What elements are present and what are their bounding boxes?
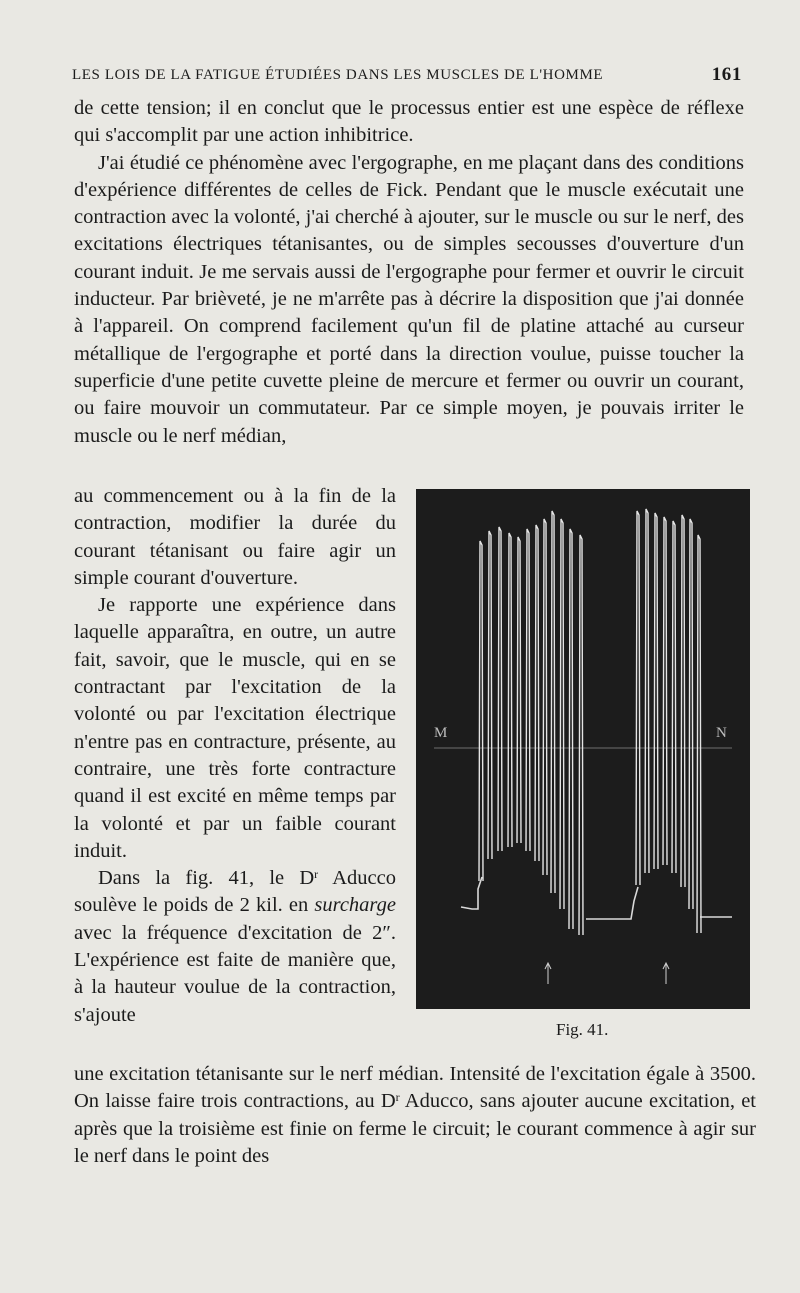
fig41-text-a: Dans la fig. 41, le D — [98, 867, 315, 890]
label-m: M — [434, 725, 448, 741]
contraction-stroke — [551, 511, 555, 893]
baseline-left — [461, 877, 482, 909]
contraction-stroke — [498, 527, 502, 851]
page-header — [72, 64, 742, 88]
fig41-text-b: Aducco soulève le poids de 2 kil. en — [74, 867, 396, 917]
running-title: LES LOIS DE LA FATIGUE ÉTUDIÉES DANS LES MUSCLES DE L'HOMME — [72, 67, 604, 83]
page-number: 161 — [711, 64, 742, 85]
fig41-text-c: avec la fréquence d'excitation de 2″. L'expérience est faite de manière que, à la hauteur voulue de la contraction, s'ajoute — [74, 921, 396, 1026]
contraction-group-2 — [636, 509, 701, 933]
left-column-text — [74, 483, 396, 1029]
contraction-stroke — [672, 521, 676, 873]
contraction-stroke — [569, 529, 573, 929]
paragraph-ergographe: J'ai étudié ce phénomène avec l'ergographe, en me plaçant dans des conditions d'expérience différentes de celles de Fick. Pendant que le muscle exécutait une contraction avec la volonté, j'ai cherché à ajouter, sur le muscle ou sur le nerf, des excitations électriques tétanisantes, ou de simples secousses d'ouverture d'un courant induit. Je me servais aussi de l'ergographe pour fermer et ouvrir le circuit inducteur. Par brièveté, je ne m'arrête pas à décrire la disposition que j'ai donnée à l'appareil. On comprend facilement qu'un fil de platine attaché au curseur métallique de l'ergographe et porté dans la direction voulue, puisse toucher la superficie d'une petite cuvette pleine de mercure et fermer ou ouvrir un courant, ou faire mouvoir un commutateur. Par ce simple moyen, je pouvais irriter le muscle ou le nerf médian, — [74, 151, 744, 447]
contraction-stroke — [579, 535, 583, 935]
arrow-marker-1 — [545, 963, 551, 984]
paragraph-continuation: de cette tension; il en conclut que le processus entier est une espèce de réflexe qui s'accomplit par une action inhibitrice. — [74, 97, 744, 147]
contraction-stroke — [479, 541, 483, 881]
bottom-text-b: Aducco, sans ajouter aucune excitation, et après que la troisième est finie on ferme le circuit; le courant commence à agir sur le nerf dans le point des — [74, 1090, 757, 1167]
contraction-stroke — [645, 509, 649, 873]
paragraph-fig41 — [74, 865, 396, 1029]
contraction-stroke — [681, 515, 685, 887]
figure-caption: Fig. 41. — [556, 1020, 609, 1039]
bottom-text-a: une excitation tétanisante sur le nerf médian. Intensité de l'excitation égale à 3500. On laisse faire trois contractions, au D — [74, 1063, 756, 1113]
contraction-stroke — [663, 517, 667, 865]
contraction-stroke — [636, 511, 640, 885]
contraction-stroke — [689, 519, 693, 909]
contraction-stroke — [508, 533, 512, 847]
ergogram-trace — [416, 489, 750, 1009]
superscript-r: r — [314, 867, 319, 882]
superscript-r-2: r — [395, 1090, 400, 1105]
contraction-stroke — [488, 531, 492, 859]
contraction-stroke — [535, 525, 539, 861]
top-text-block — [74, 95, 744, 450]
paragraph-experience: Je rapporte une expérience dans laquelle apparaîtra, en outre, un autre fait, savoir, que le muscle, qui en se contractant par l'excitation de la volonté ou par l'excitation électrique n'entre pas en contracture, présente, au contraire, une très forte contracture quand il est excité en même temps par la volonté et par un faible courant induit. — [74, 594, 396, 862]
contraction-stroke — [560, 519, 564, 909]
figure-ergogram — [416, 489, 750, 1009]
contraction-stroke — [517, 537, 521, 843]
bottom-text-block — [74, 1061, 756, 1170]
paragraph-bottom — [74, 1061, 756, 1170]
italic-surcharge: surcharge — [314, 894, 396, 917]
contraction-group-1 — [479, 511, 583, 935]
contraction-stroke — [697, 535, 701, 933]
contraction-stroke — [654, 513, 658, 869]
paragraph-ergographe-continued: au commencement ou à la fin de la contraction, modifier la durée du courant tétanisant ou faire agir un simple courant d'ouverture. — [74, 485, 396, 589]
arrow-marker-2 — [663, 963, 669, 984]
contraction-stroke — [526, 529, 530, 851]
label-n: N — [716, 725, 727, 741]
baseline-middle — [586, 887, 638, 919]
contraction-stroke — [543, 519, 547, 875]
